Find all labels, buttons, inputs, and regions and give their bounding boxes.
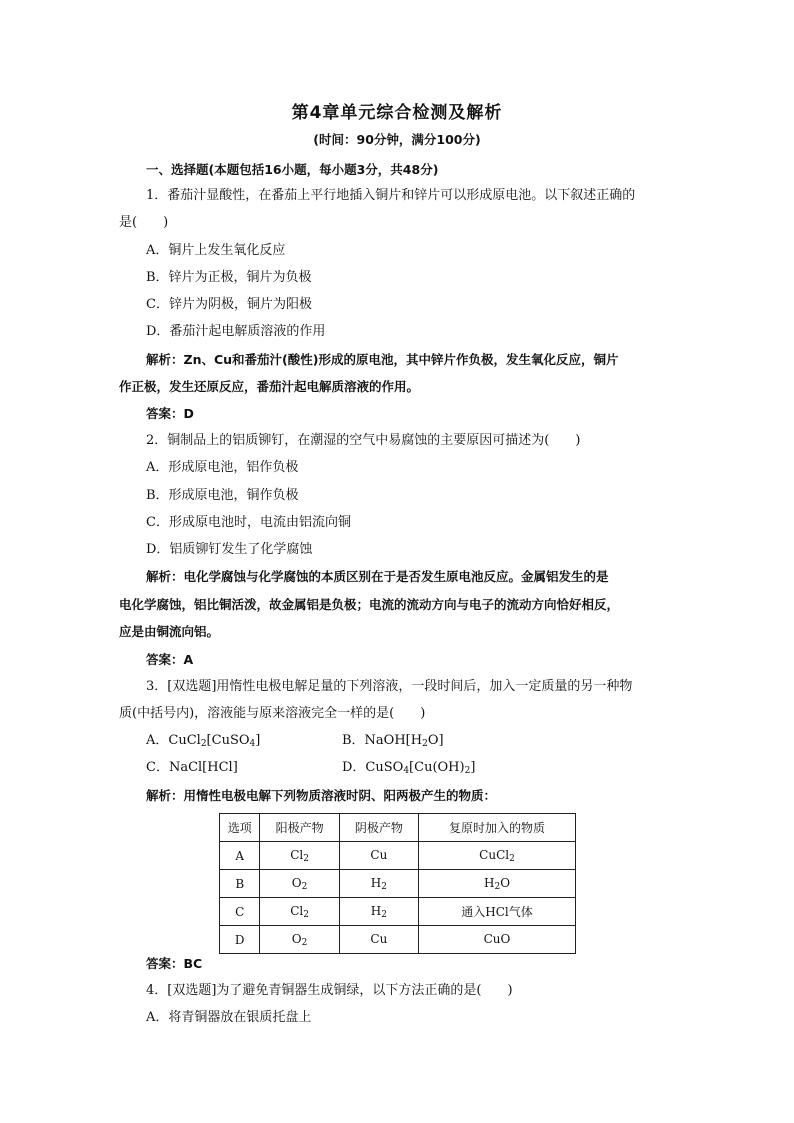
q3-option-a: A．CuCl$_2$[CuSO$_4$] <box>146 733 261 749</box>
q1-option-c: C．锌片为阴极，铜片为阳极 <box>146 297 312 312</box>
table-header-cell: 选项 <box>220 814 260 842</box>
q1-option-d: D．番茄汁起电解质溶液的作用 <box>146 324 326 339</box>
q3-stem-line1: 3．[双选题]用惰性电极电解足量的下列溶液，一段时间后，加入一定质量的另一种物 <box>146 679 633 694</box>
q4-option-a: A．将青铜器放在银质托盘上 <box>146 1010 312 1025</box>
table-cell-restore: CuCl$_2$ <box>419 842 576 870</box>
q2-analysis-line3: 应是由铜流向铝。 <box>119 624 220 639</box>
q1-analysis-line2: 作正极，发生还原反应，番茄汁起电解质溶液的作用。 <box>119 379 420 394</box>
table-header-cell: 复原时加入的物质 <box>419 814 576 842</box>
electrolysis-table <box>219 813 576 954</box>
page-subtitle: (时间：90分钟，满分100分) <box>313 132 481 147</box>
q3-stem-line2: 质(中括号内)，溶液能与原来溶液完全一样的是( ) <box>119 706 426 721</box>
table-cell-option: C <box>220 898 260 926</box>
table-row <box>220 870 576 898</box>
table-header-cell: 阴极产物 <box>339 814 418 842</box>
q3-option-b: B．$NaOH[H_2O]$ <box>342 733 444 749</box>
table-cell-cathode: $H_2$ <box>339 898 418 926</box>
q2-analysis-line2: 电化学腐蚀，铝比铜活泼，故金属铝是负极；电流的流动方向与电子的流动方向恰好相反， <box>119 597 620 612</box>
q3-analysis: 解析：用惰性电极电解下列物质溶液时阴、阳两极产生的物质： <box>146 788 497 803</box>
q2-answer: 答案：A <box>146 652 194 667</box>
table-row <box>220 898 576 926</box>
q2-option-c: C．形成原电池时，电流由铝流向铜 <box>146 515 351 530</box>
q2-analysis-line1: 解析：电化学腐蚀与化学腐蚀的本质区别在于是否发生原电池反应。金属铝发生的是 <box>146 569 609 584</box>
q1-option-a: A．铜片上发生氧化反应 <box>146 243 286 258</box>
table-cell-cathode: Cu <box>339 842 418 870</box>
q2-option-a: A．形成原电池，铝作负极 <box>146 460 299 475</box>
page-title: 第4章单元综合检测及解析 <box>291 103 503 123</box>
q1-stem-line2: 是( ) <box>119 215 169 230</box>
q3-option-d: D．$CuSO_4[Cu(OH)_2]$ <box>342 760 476 776</box>
table-cell-option: B <box>220 870 260 898</box>
q3-option-c: C．NaCl[HCl] <box>146 760 238 775</box>
table-header-cell: 阳极产物 <box>260 814 339 842</box>
q2-stem: 2．铜制品上的铝质铆钉，在潮湿的空气中易腐蚀的主要原因可描述为( ) <box>146 433 581 448</box>
table-header-row <box>220 814 576 842</box>
table-cell-anode: $O_2$ <box>260 926 339 954</box>
table-cell-cathode: $H_2$ <box>339 870 418 898</box>
q1-option-b: B．锌片为正极，铜片为负极 <box>146 270 312 285</box>
section-heading: 一、选择题(本题包括16小题，每小题3分，共48分) <box>146 162 439 177</box>
q1-stem-line1: 1．番茄汁显酸性，在番茄上平行地插入铜片和锌片可以形成原电池。以下叙述正确的 <box>146 188 636 203</box>
q1-analysis-line1: 解析：Zn、Cu和番茄汁(酸性)形成的原电池，其中锌片作负极，发生氧化反应，铜片 <box>146 352 619 367</box>
q3-answer: 答案：BC <box>146 956 203 971</box>
table-cell-option: D <box>220 926 260 954</box>
q4-stem: 4．[双选题]为了避免青铜器生成铜绿，以下方法正确的是( ) <box>146 983 513 998</box>
table-cell-anode: $Cl_2$ <box>260 842 339 870</box>
table-cell-restore: 通入HCl气体 <box>419 898 576 926</box>
table-cell-restore: $H_2O$ <box>419 870 576 898</box>
table-cell-cathode: Cu <box>339 926 418 954</box>
q1-answer: 答案：D <box>146 406 194 421</box>
table-cell-option: A <box>220 842 260 870</box>
q2-option-b: B．形成原电池，铜作负极 <box>146 488 299 503</box>
table-cell-anode: $O_2$ <box>260 870 339 898</box>
table-row <box>220 926 576 954</box>
q2-option-d: D．铝质铆钉发生了化学腐蚀 <box>146 542 313 557</box>
table-row <box>220 842 576 870</box>
table-cell-restore: CuO <box>419 926 576 954</box>
table-cell-anode: $Cl_2$ <box>260 898 339 926</box>
